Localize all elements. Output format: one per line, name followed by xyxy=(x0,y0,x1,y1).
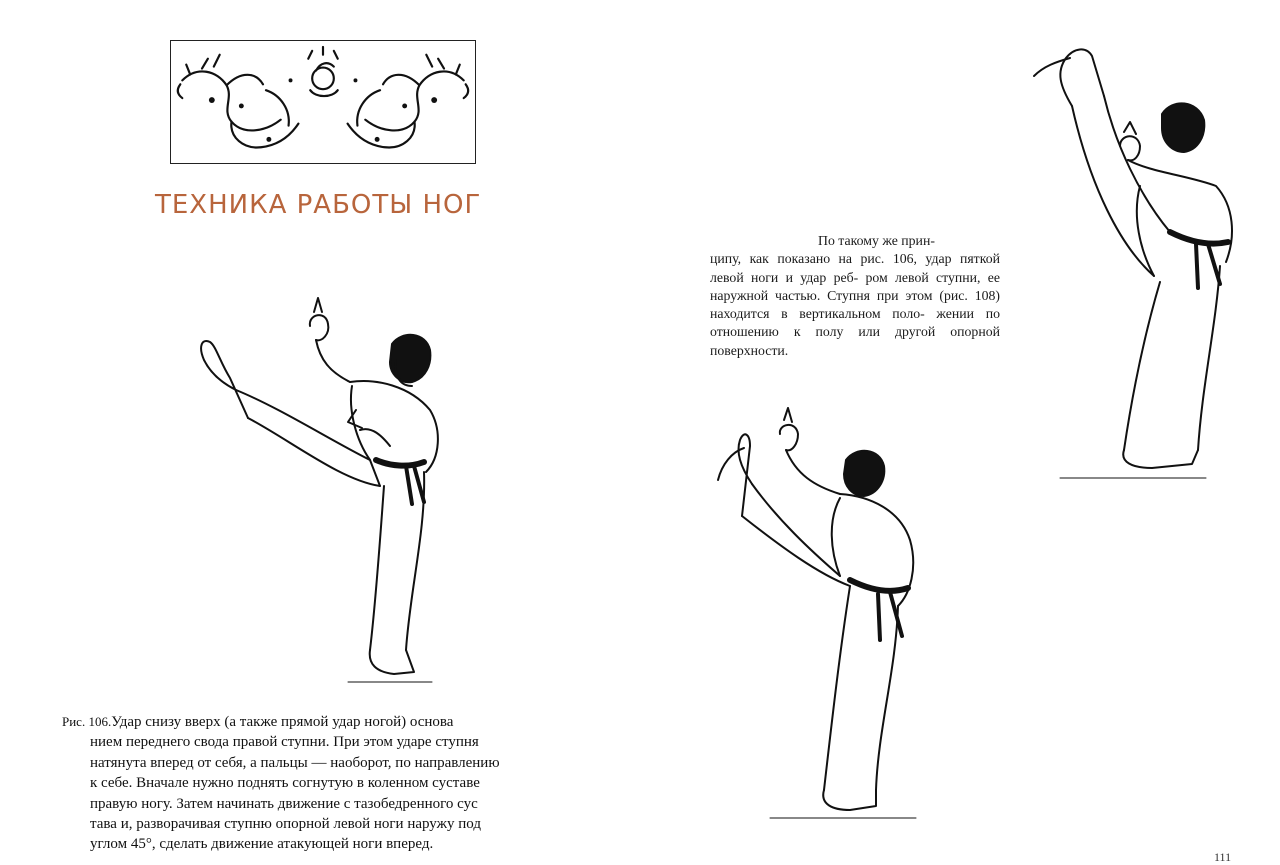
figure-caption xyxy=(62,712,595,855)
caption-line: углом 45°, сделать движение атакующей ноги вперед. xyxy=(90,836,434,853)
caption-line: правую ногу. Затем начинать движение с тазобедренного сус xyxy=(90,795,478,812)
caption-line: натянута вперед от себя, а пальцы — наоборот, по направлению xyxy=(90,754,500,771)
figure-front-kick xyxy=(180,290,470,700)
side-text-line: По такому же прин- xyxy=(818,233,935,248)
side-text-line: другой опорной поверхности. xyxy=(710,324,1000,358)
caption-line: к себе. Вначале нужно поднять согнутую в коленном суставе xyxy=(90,775,480,792)
section-title: ТЕХНИКА РАБОТЫ НОГ xyxy=(155,190,482,220)
side-text-line: ром левой ступни, ее наружной xyxy=(710,269,1001,303)
caption-line-first xyxy=(62,712,595,732)
figure-heel-kick xyxy=(700,400,950,830)
side-text-line: ципу, как показано на рис. 106, xyxy=(710,251,917,267)
caption-line: Удар снизу вверх (а также прямой удар ногой) основа xyxy=(111,714,454,730)
side-text-line: находится в вертикальном поло- xyxy=(710,306,925,322)
side-text-line: удар пяткой левой ноги и удар реб- xyxy=(710,251,1000,285)
page-number: 111 xyxy=(1214,850,1232,864)
dragon-ornament-frame xyxy=(170,40,476,164)
dragons-ornament-icon xyxy=(171,41,475,163)
figure-high-kick xyxy=(1020,36,1260,486)
side-text-line: жении по отношению к полу или xyxy=(710,306,1000,340)
caption-figure-label: Рис. 106. xyxy=(62,714,112,729)
caption-line: тава и, разворачивая ступню опорной левой ноги наружу под xyxy=(90,816,481,833)
side-paragraph xyxy=(710,232,1000,360)
caption-line: нием переднего свода правой ступни. При этом ударе ступня xyxy=(90,734,479,751)
side-text-line: частью. Ступня при этом (рис. 108) xyxy=(775,287,1001,303)
